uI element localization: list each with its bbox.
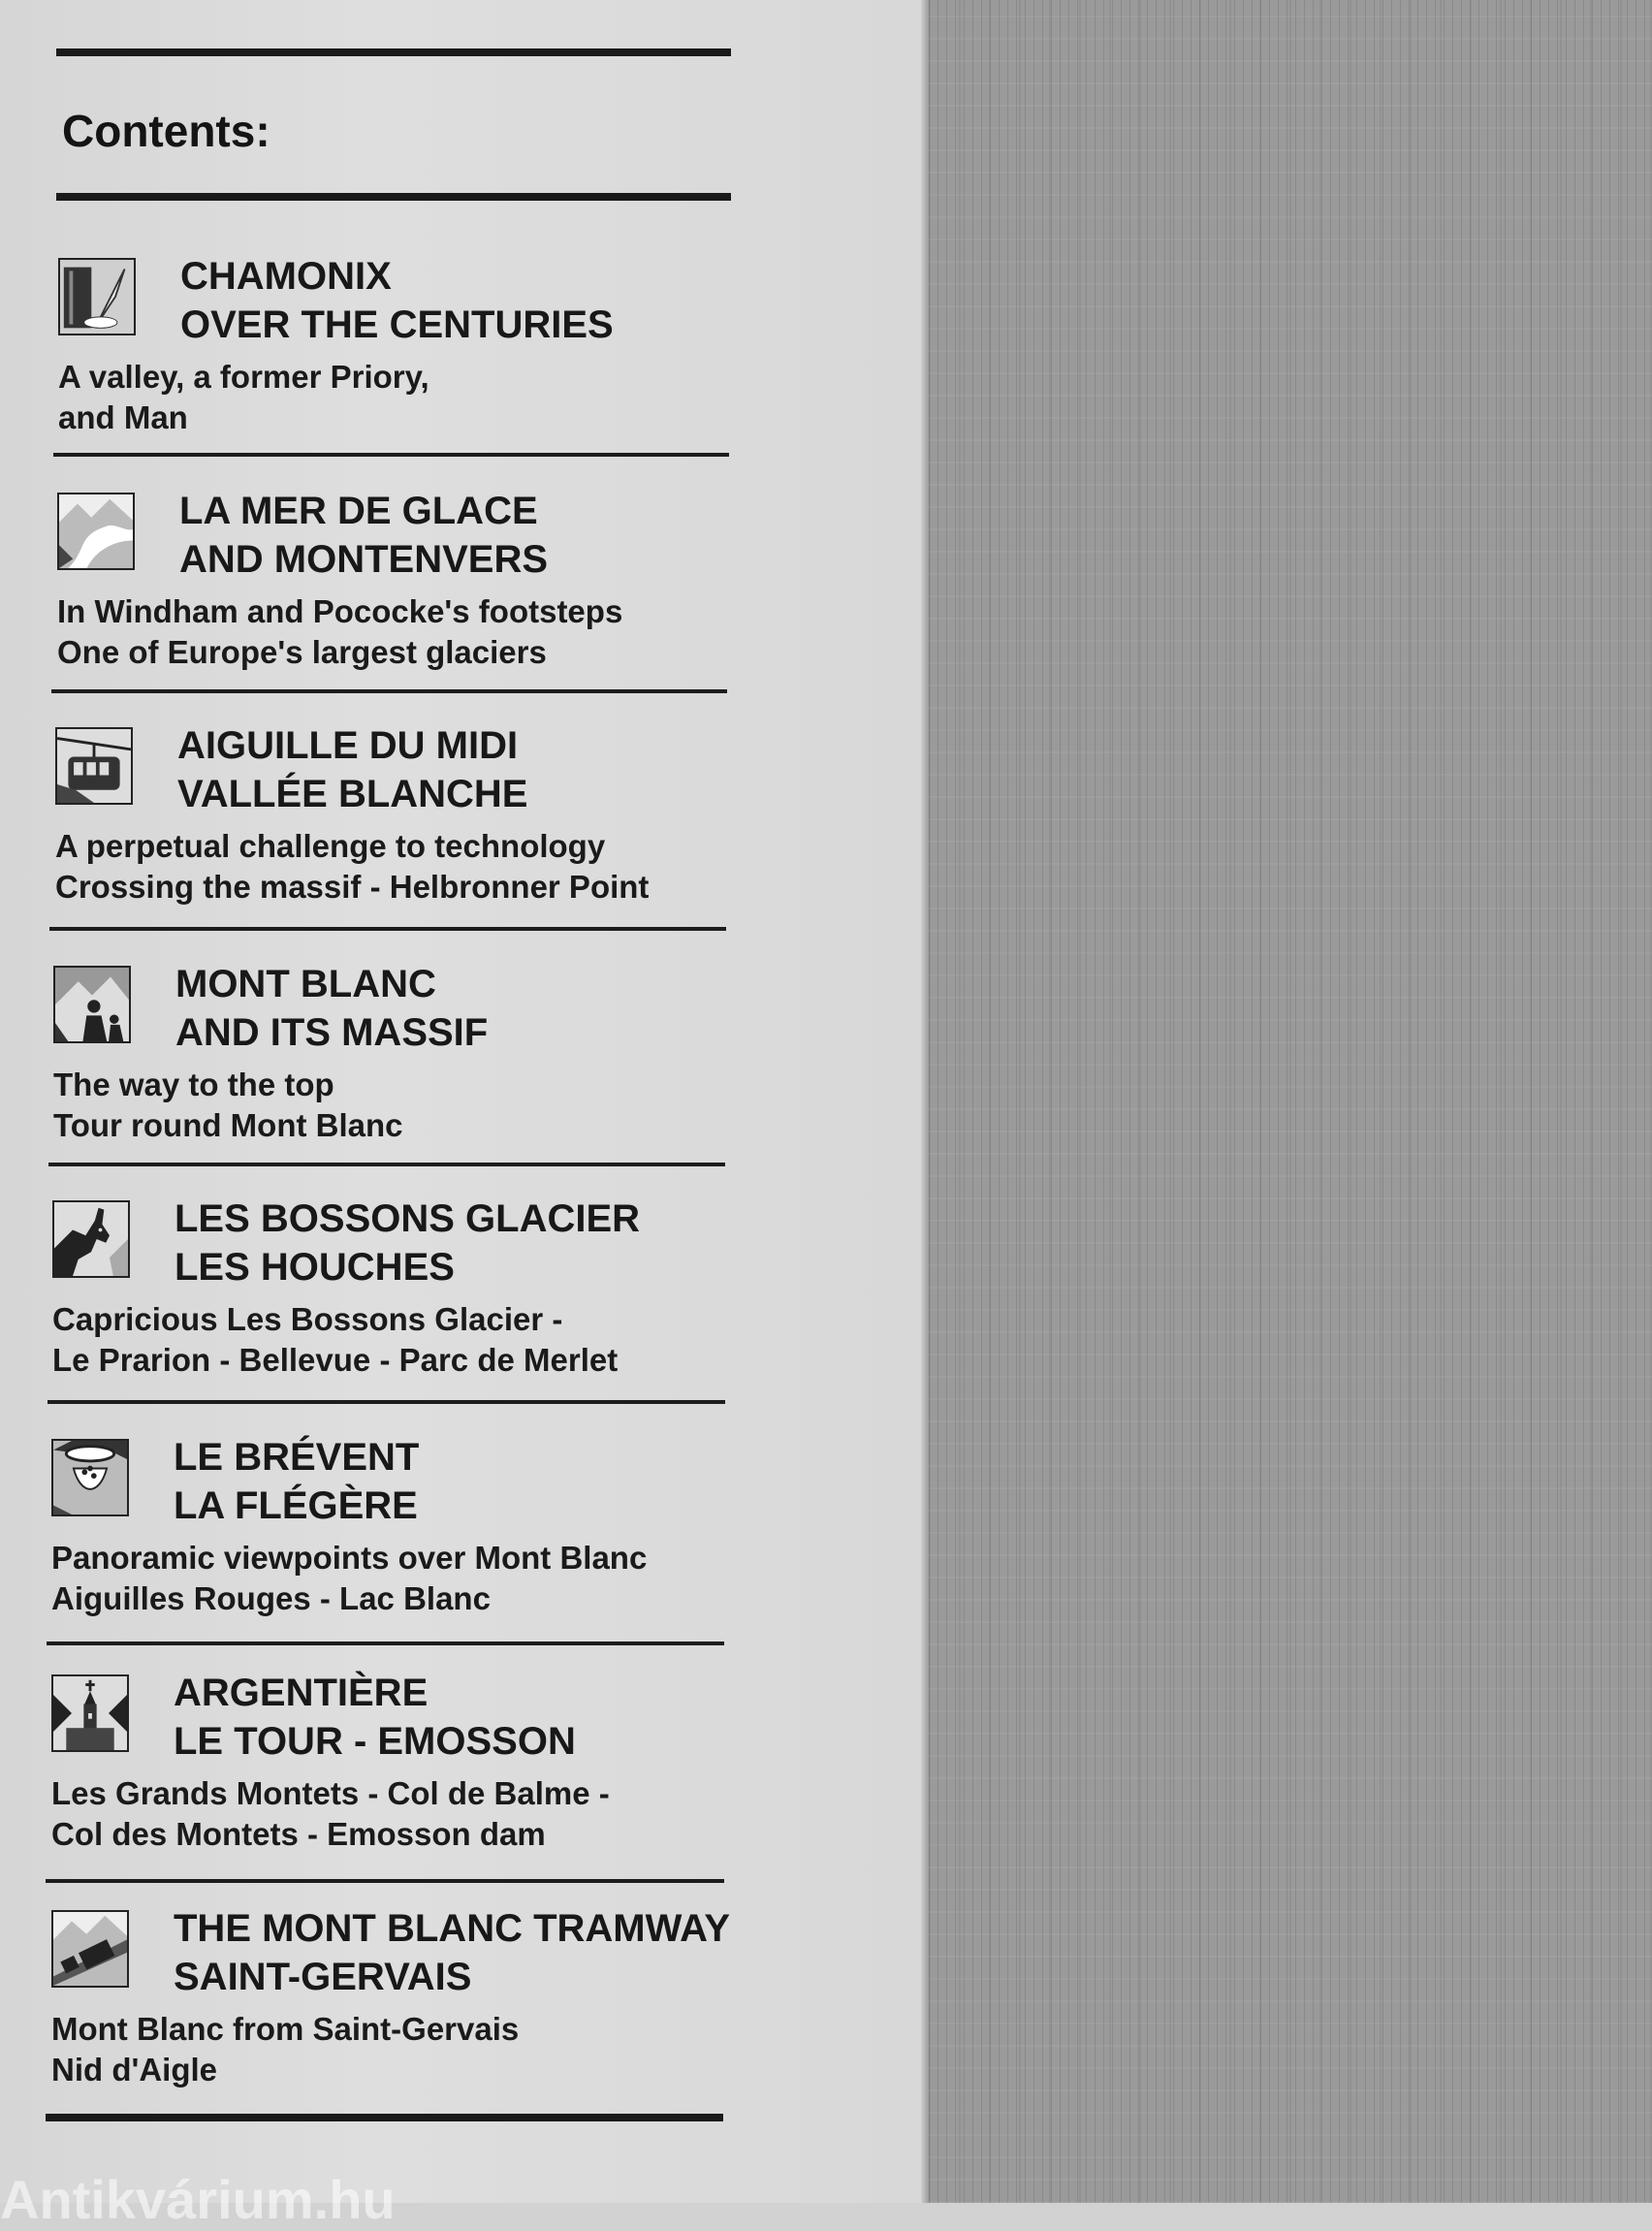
contents-entry xyxy=(51,1436,749,1652)
entry-title-line: LA MER DE GLACE xyxy=(179,490,538,532)
entry-subtitle-line: Col des Montets - Emosson dam xyxy=(51,1816,546,1852)
book-quill-icon xyxy=(58,258,136,335)
book-cover xyxy=(929,0,1652,2203)
entry-title-line: AND ITS MASSIF xyxy=(175,1011,489,1054)
entry-subtitle-line: Panoramic viewpoints over Mont Blanc xyxy=(51,1540,648,1576)
entry-subtitle-line: Nid d'Aigle xyxy=(51,2052,218,2088)
entry-divider xyxy=(46,1879,724,1883)
contents-entry xyxy=(53,963,751,1179)
entry-title-line: ARGENTIÈRE xyxy=(174,1672,429,1714)
flower-icon xyxy=(51,1439,129,1516)
contents-entry xyxy=(52,1197,750,1414)
entry-subtitle-line: A perpetual challenge to technology xyxy=(55,828,606,864)
entry-subtitle-line: Capricious Les Bossons Glacier - xyxy=(52,1301,563,1337)
top-rule xyxy=(56,48,731,56)
contents-entry xyxy=(58,255,756,471)
glacier-icon xyxy=(57,493,135,570)
entry-subtitle-line: Aiguilles Rouges - Lac Blanc xyxy=(51,1580,491,1616)
entry-subtitle-line: Mont Blanc from Saint-Gervais xyxy=(51,2011,520,2047)
entry-subtitle-line: A valley, a former Priory, xyxy=(58,359,429,395)
entry-divider xyxy=(53,453,729,457)
climbers-icon xyxy=(53,966,131,1043)
entry-divider xyxy=(48,1400,725,1404)
entry-subtitle-line: Tour round Mont Blanc xyxy=(53,1107,403,1143)
entry-title-line: LES HOUCHES xyxy=(175,1246,455,1289)
entry-subtitle-line: The way to the top xyxy=(53,1067,334,1102)
entry-subtitle-line: In Windham and Pococke's footsteps xyxy=(57,593,623,629)
contents-entry xyxy=(51,1907,749,2123)
contents-entry xyxy=(55,724,753,940)
entry-divider xyxy=(51,689,727,693)
entry-divider xyxy=(49,927,726,931)
chamois-icon xyxy=(52,1200,130,1278)
contents-heading: Contents: xyxy=(62,106,270,156)
entry-title-line: SAINT-GERVAIS xyxy=(174,1956,472,1998)
entry-title-line: AIGUILLE DU MIDI xyxy=(177,724,519,767)
entry-title-line: LES BOSSONS GLACIER xyxy=(175,1197,641,1240)
contents-entry xyxy=(51,1674,749,1888)
entry-title-line: CHAMONIX xyxy=(180,255,392,298)
church-icon xyxy=(51,1674,129,1752)
bottom-rule xyxy=(46,2114,723,2121)
cable-car-icon xyxy=(55,727,133,805)
entry-subtitle-line: Crossing the massif - Helbronner Point xyxy=(55,869,650,905)
page-edge xyxy=(921,0,929,2203)
entry-subtitle-line: and Man xyxy=(58,399,188,435)
entry-subtitle-line: Le Prarion - Bellevue - Parc de Merlet xyxy=(52,1342,619,1378)
tramway-icon xyxy=(51,1910,129,1988)
entry-divider xyxy=(48,1163,725,1166)
entry-title-line: THE MONT BLANC TRAMWAY xyxy=(174,1907,731,1950)
entry-title-line: LA FLÉGÈRE xyxy=(174,1484,418,1527)
entry-title-line: LE BRÉVENT xyxy=(174,1436,420,1479)
entry-subtitle-line: Les Grands Montets - Col de Balme - xyxy=(51,1775,610,1811)
watermark: Antikvárium.hu xyxy=(0,2169,396,2230)
entry-title-line: VALLÉE BLANCHE xyxy=(177,773,528,815)
contents-entry xyxy=(57,490,755,706)
heading-rule xyxy=(56,193,731,201)
entry-title-line: LE TOUR - EMOSSON xyxy=(174,1720,576,1763)
entry-title-line: MONT BLANC xyxy=(175,963,436,1005)
entry-title-line: AND MONTENVERS xyxy=(179,538,549,581)
entry-title-line: OVER THE CENTURIES xyxy=(180,303,614,346)
entry-subtitle-line: One of Europe's largest glaciers xyxy=(57,634,547,670)
entry-divider xyxy=(47,1641,724,1645)
